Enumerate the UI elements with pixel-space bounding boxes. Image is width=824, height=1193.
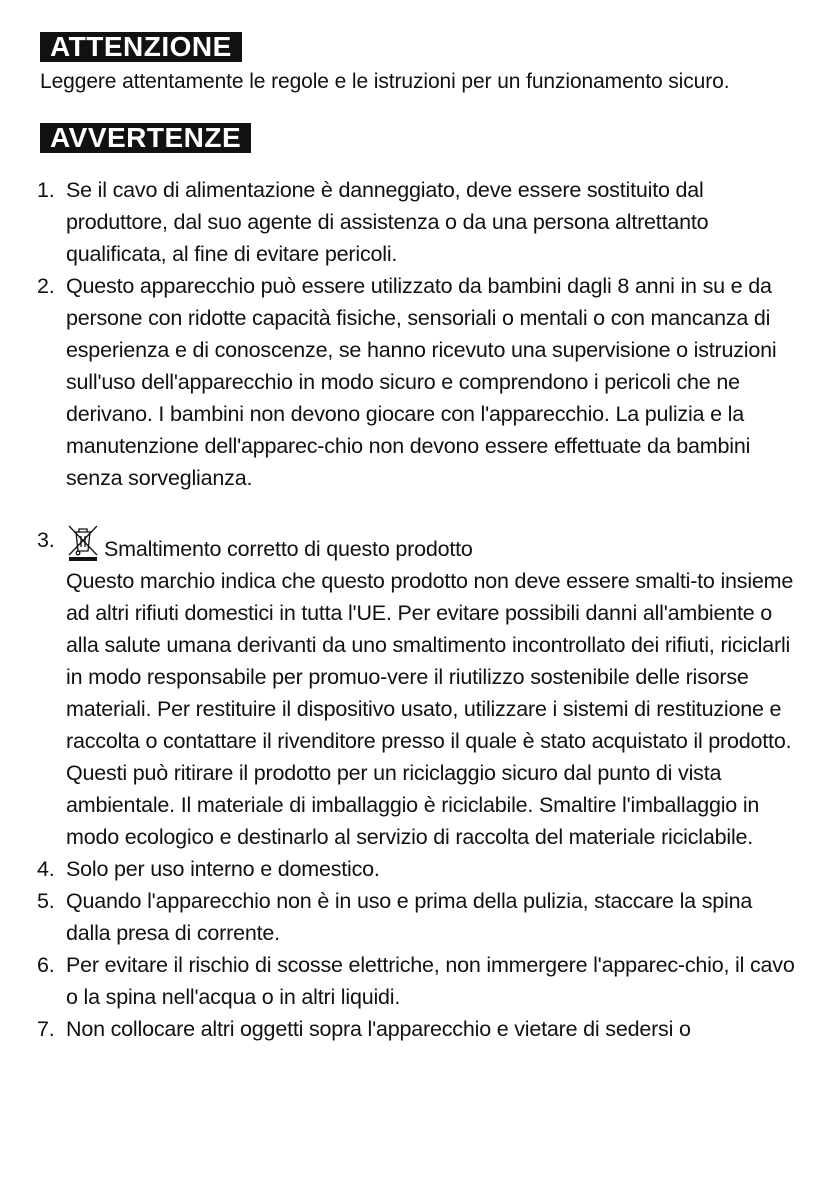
item-number: 3. <box>37 528 55 552</box>
item-text: Questo apparecchio può essere utilizzato da bambini dagli 8 anni in su e da persone con ridotte capacità fisiche, sensoriali o mentali o con mancanza di esperienza e di conoscenze, se hanno ricevuto una supervisione o istruzioni sull'uso dell'apparecchio in modo sicuro e comprendono i pericoli che ne derivano. I bambini non devono giocare con l'apparecchio. La pulizia e la manutenzione dell'apparec-chio non devono essere effettuate da bambini senza sorveglianza. <box>66 274 777 490</box>
list-item <box>37 853 797 885</box>
item-number: 2. <box>37 274 55 298</box>
item-text: Solo per uso interno e domestico. <box>66 857 380 881</box>
item-text: Questo marchio indica che questo prodotto non deve essere smalti-to insieme ad altri rifiuti domestici in tutta l'UE. Per evitare possibili danni all'ambiente o alla salute umana derivanti da uno smaltimento incontrollato dei rifiuti, riciclarli in modo responsabile per promuo-vere il riutilizzo sostenibile delle risorse materiali. Per restituire il dispositivo usato, utilizzare i sistemi di restituzione e raccolta o contattare il rivenditore presso il quale è stato acquistato il prodotto. Questi può ritirare il prodotto per un riciclaggio sicuro dal punto di vista ambientale. Il materiale di imballaggio è riciclabile. Smaltire l'imballaggio in modo ecologico e destinarlo al servizio di raccolta del materiale riciclabile. <box>66 569 794 849</box>
list-item <box>37 174 797 270</box>
heading-warnings: AVVERTENZE <box>40 123 251 153</box>
list-item <box>37 270 797 494</box>
crossed-out-wheelie-bin-icon <box>66 524 100 562</box>
list-item <box>37 1013 797 1045</box>
disposal-title: Smaltimento corretto di questo prodotto <box>104 537 473 561</box>
warnings-list <box>37 174 797 1045</box>
spacer <box>37 494 797 524</box>
item-text: Per evitare il rischio di scosse elettriche, non immergere l'apparec-chio, il cavo o la spina nell'acqua o in altri liquidi. <box>66 953 795 1009</box>
item-text: Non collocare altri oggetti sopra l'apparecchio e vietare di sedersi o <box>66 1017 691 1041</box>
intro-text: Leggere attentamente le regole e le istruzioni per un funzionamento sicuro. <box>40 70 730 93</box>
item-number: 4. <box>37 857 55 881</box>
list-item <box>37 949 797 1013</box>
item-number: 6. <box>37 953 55 977</box>
item-number: 7. <box>37 1017 55 1041</box>
heading-attention: ATTENZIONE <box>40 32 242 62</box>
disposal-title-line <box>66 524 797 565</box>
list-item <box>37 885 797 949</box>
item-number: 1. <box>37 178 55 202</box>
list-item <box>37 524 797 853</box>
item-text: Se il cavo di alimentazione è danneggiato, deve essere sostituito dal produttore, dal suo agente di assistenza o da una persona altrettanto qualificata, al fine di evitare pericoli. <box>66 178 709 266</box>
item-number: 5. <box>37 889 55 913</box>
item-text: Quando l'apparecchio non è in uso e prima della pulizia, staccare la spina dalla presa di corrente. <box>66 889 753 945</box>
